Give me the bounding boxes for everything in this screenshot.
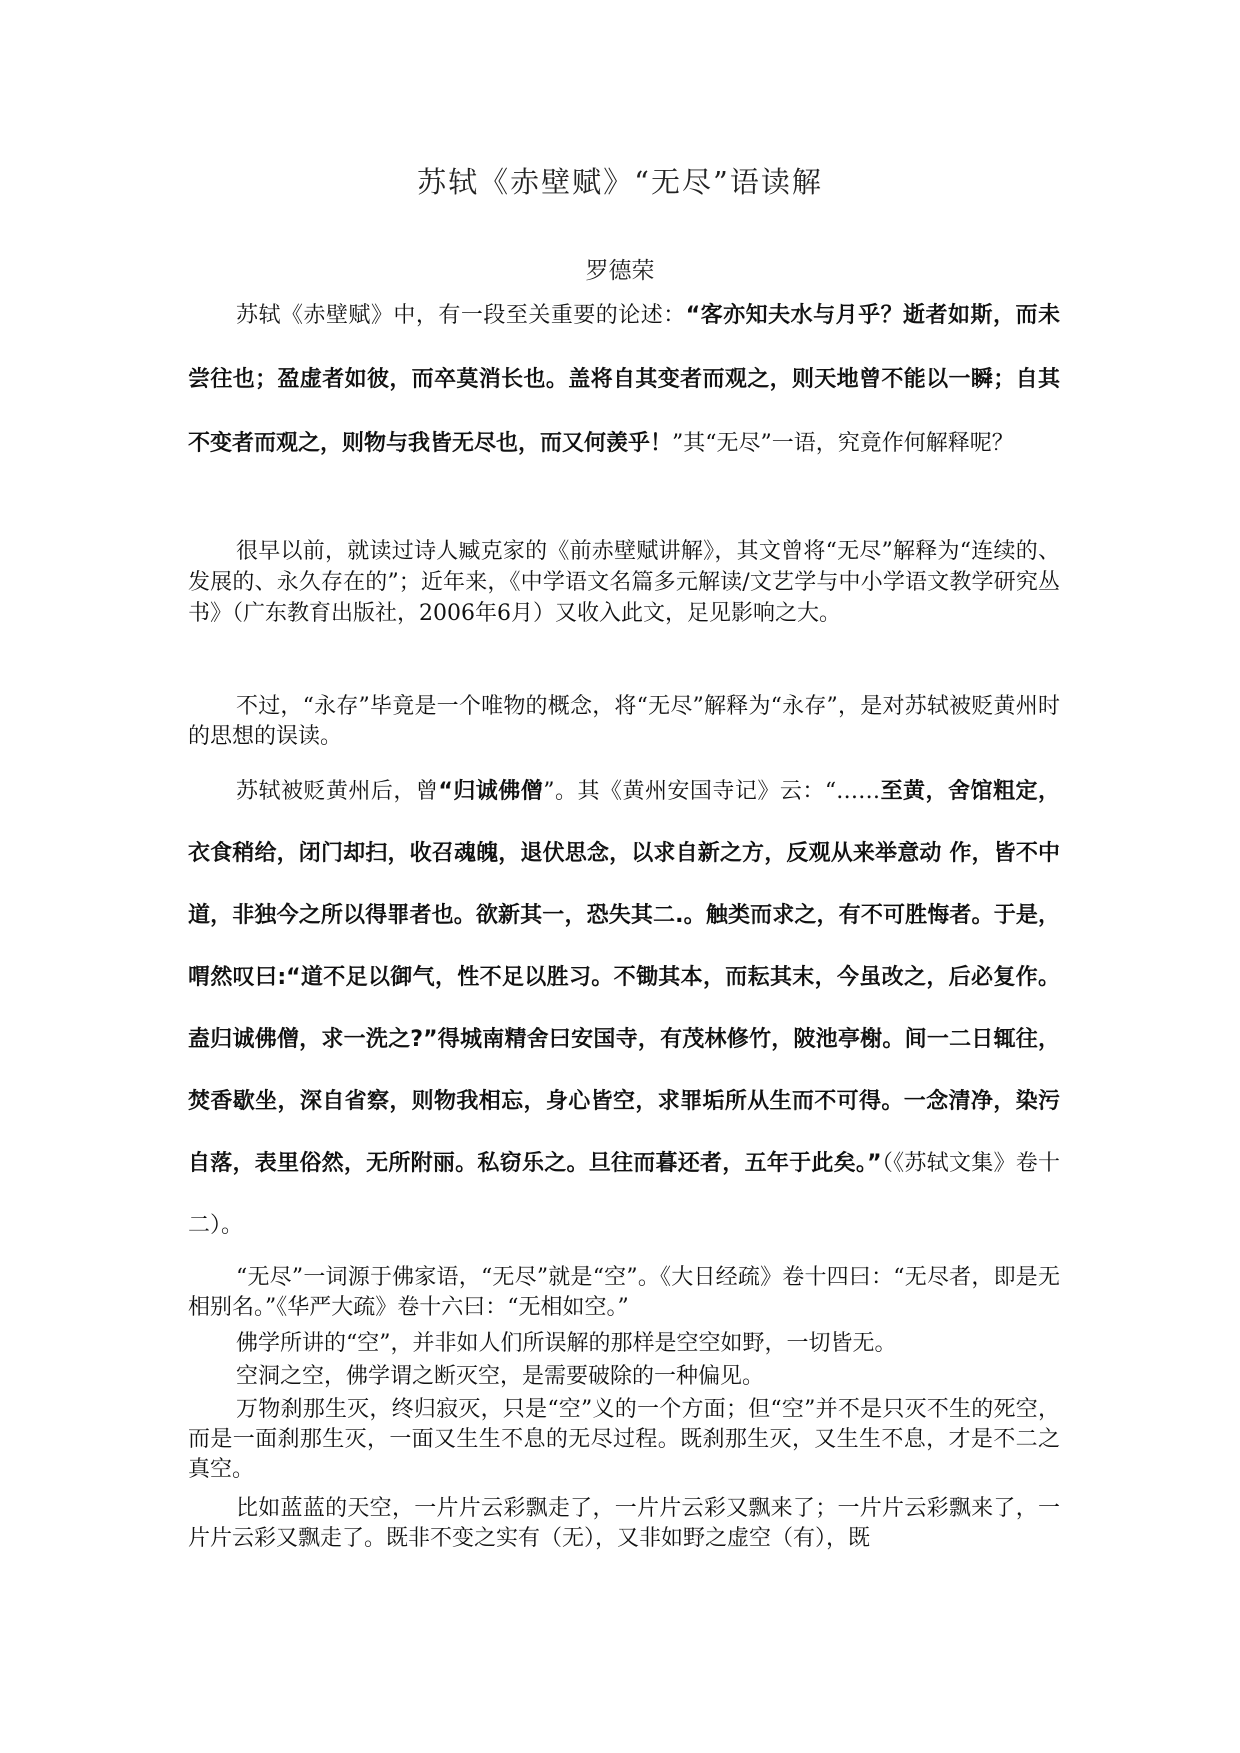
document-title: 苏轼《赤壁赋》“无尽”语读解 [417, 165, 823, 199]
para4-bold1: “归诚佛僧 [438, 779, 544, 804]
paragraph-6 [188, 1329, 1060, 1359]
paragraph-9 [188, 1494, 1060, 1554]
para1-tail: ”其“无尽”一语，究竟作何解释呢？ [672, 431, 1014, 456]
paragraph-7 [188, 1362, 1060, 1392]
para4-quote: 至黄，舍馆粗定，衣食稍给，闭门却扫，收召魂魄，退伏思念，以求自新之方，反观从来举意动 作，皆不中道，非独今之所以得罪者也。欲新其一，恐失其二.。触类而求之，有不可胜悔者。于是，喟然叹曰:“道不足以御气，性不足以胜习。不锄其本，而耘其末，今虽改之，后必复作。盍归诚佛僧，求一洗之?”得城南精舍曰安国寺，有茂林修竹，陂池亭榭。间一二日辄往，焚香歇坐，深自省察，则物我相忘，身心皆空，求罪垢所从生而不可得。一念清净，染污自落，表里俗然，无所附丽。私窃乐之。旦往而暮还者，五年于此矣。” [188, 779, 1060, 1176]
paragraph-8 [188, 1395, 1060, 1485]
para6-text: 佛学所讲的“空”，并非如人们所误解的那样是空空如野，一切皆无。 [236, 1331, 897, 1356]
para4-lead: 苏轼被贬黄州后，曾 [236, 779, 439, 804]
para1-lead: 苏轼《赤壁赋》中，有一段至关重要的论述： [236, 303, 686, 328]
para8-text: 万物刹那生灭，终归寂灭，只是“空”义的一个方面；但“空”并不是只灭不生的死空，而是一面刹那生灭，一面又生生不息的无尽过程。既刹那生灭，又生生不息，才是不二之真空。 [188, 1397, 1060, 1482]
paragraph-5 [188, 1263, 1060, 1323]
para3-text: 不过，“永存”毕竟是一个唯物的概念，将“无尽”解释为“永存”，是对苏轼被贬黄州时的思想的误读。 [188, 694, 1060, 749]
paragraph-3 [188, 692, 1060, 752]
paragraph-2 [188, 536, 1060, 629]
author-name: 罗德荣 [585, 258, 655, 284]
para5-text: “无尽”一词源于佛家语，“无尽”就是“空”。《大日经疏》卷十四曰：“无尽者，即是无相别名。”《华严大疏》卷十六曰：“无相如空。” [188, 1265, 1060, 1320]
para7-text: 空洞之空，佛学谓之断灭空，是需要破除的一种偏见。 [236, 1364, 765, 1389]
paragraph-4 [188, 761, 1060, 1257]
para2-text: 很早以前，就读过诗人臧克家的《前赤壁赋讲解》，其文曾将“无尽”解释为“连续的、发展的、永久存在的”；近年来，《中学语文名篇多元解读/文艺学与中小学语文教学研究丛书》（广东教育出版社，2006年6月）又收入此文，足见影响之大。 [188, 539, 1060, 626]
para1-quote: “客亦知夫水与月乎？逝者如斯，而未尝往也；盈虚者如彼，而卒莫消长也。盖将自其变者而观之，则天地曾不能以一瞬；自其不变者而观之，则物与我皆无尽也，而又何羡乎！ [188, 303, 1060, 456]
para4-tail: （《苏轼文集》卷十二）。 [188, 1151, 1060, 1238]
paragraph-1 [188, 284, 1060, 476]
para4-mid: ”。其《黄州安国寺记》云：“…… [543, 779, 881, 804]
para9-text: 比如蓝蓝的天空，一片片云彩飘走了，一片片云彩又飘来了；一片片云彩飘来了，一片片云彩又飘走了。既非不变之实有（无），又非如野之虚空（有），既 [188, 1496, 1060, 1551]
